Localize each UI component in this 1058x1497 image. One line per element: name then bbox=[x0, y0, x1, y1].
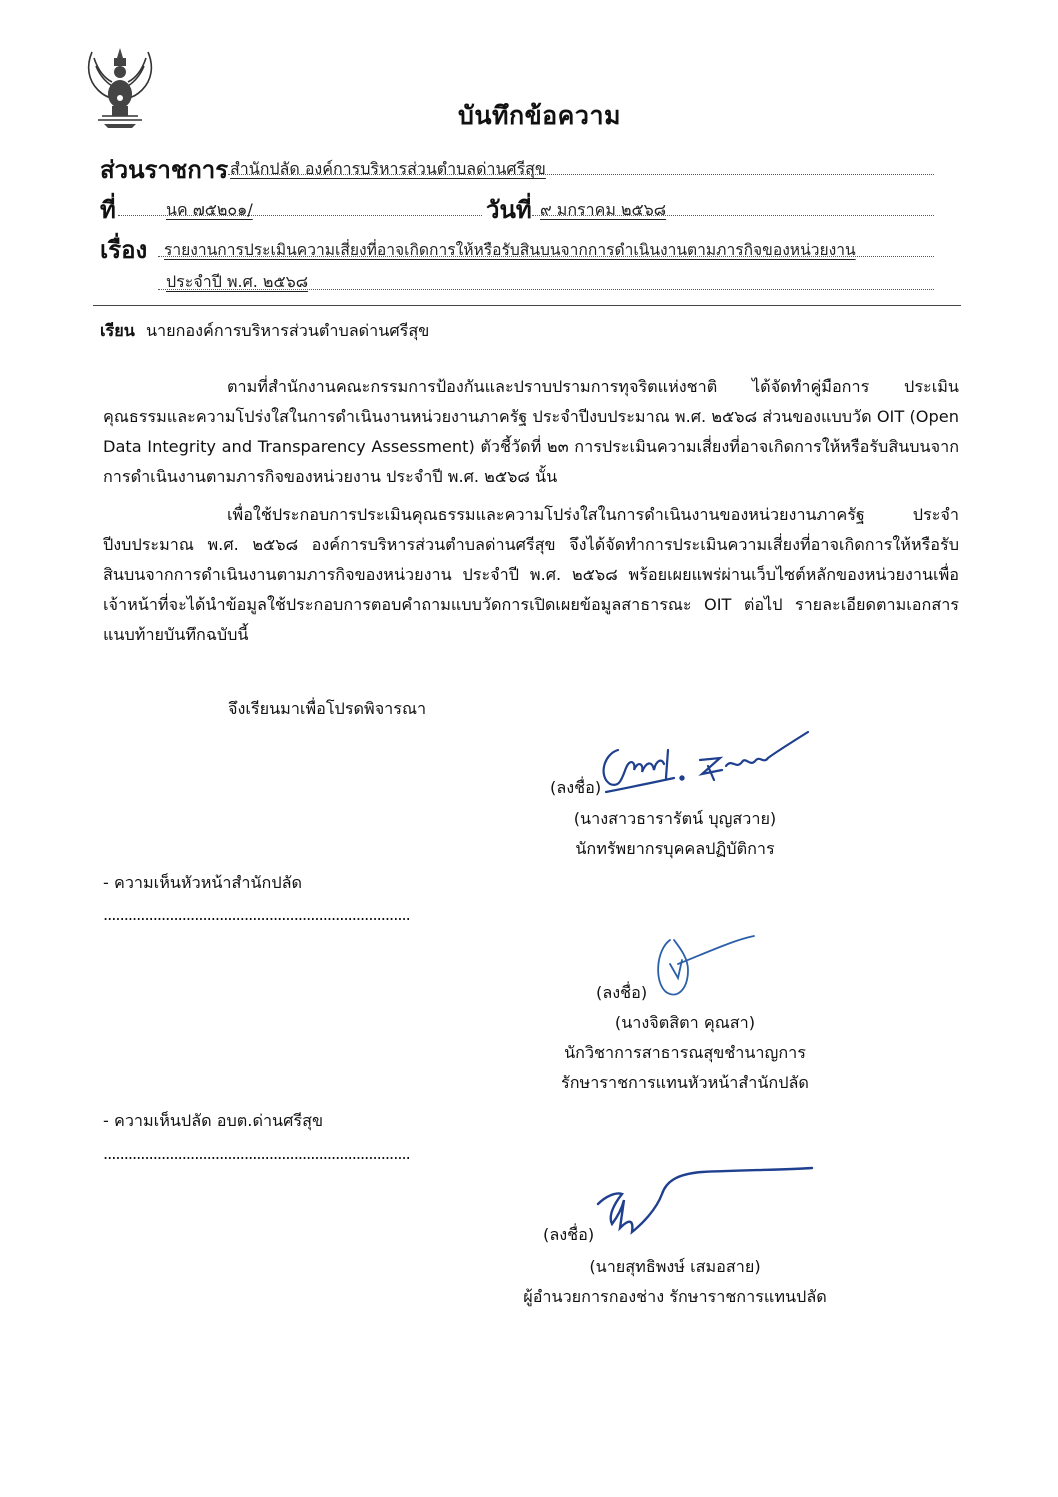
signer-1-name: (นางสาวธารารัตน์ บุญสวาย) bbox=[573, 809, 777, 828]
opinion-blank-head-office: .......................................................................... bbox=[103, 905, 410, 924]
signer-3-position: ผู้อำนวยการกองช่าง รักษาราชการแทนปลัด bbox=[523, 1287, 827, 1306]
signer-2-name: (นางจิตสิตา คุณสา) bbox=[614, 1013, 756, 1032]
to-value: นายกองค์การบริหารส่วนตำบลด่านศรีสุข bbox=[145, 321, 430, 340]
opinion-label-head-office: - ความเห็นหัวหน้าสำนักปลัด bbox=[103, 873, 303, 892]
signer-1-position: นักทรัพยากรบุคคลปฏิบัติการ bbox=[575, 839, 775, 858]
date-label: วันที่ bbox=[486, 196, 532, 224]
signature-3-icon bbox=[592, 1164, 822, 1248]
department-value: สำนักปลัด องค์การบริหารส่วนตำบลด่านศรีสุข bbox=[230, 159, 546, 178]
signer-3-name: (นายสุทธิพงษ์ เสมอสาย) bbox=[589, 1257, 761, 1276]
signer-2-position: นักวิชาการสาธารณสุขชำนาญการ bbox=[564, 1043, 806, 1062]
body-paragraph-1: ตามที่สำนักงานคณะกรรมการป้องกันและปราบปรามการทุจริตแห่งชาติ ได้จัดทำคู่มือการ ประเมินคุณธรรมและความโปร่งใสในการดำเนินงานหน่วยงานภาครัฐ ประจำปีงบประมาณ พ.ศ. ๒๕๖๘ ส่วนของแบบวัด OIT (Open Data Integrity and Transparency Assessment) ตัวชี้วัดที่ ๒๓ การประเมินความเสี่ยงที่อาจเกิดการให้หรือรับสินบนจากการดำเนินงานตามภารกิจของหน่วยงาน ประจำปี พ.ศ. ๒๕๖๘ นั้น bbox=[103, 377, 959, 486]
subject-line-2: ประจำปี พ.ศ. ๒๕๖๘ bbox=[166, 272, 309, 291]
sign-label-3: (ลงชื่อ) bbox=[543, 1225, 595, 1244]
closing-text: จึงเรียนมาเพื่อโปรดพิจารณา bbox=[228, 699, 427, 718]
header-divider bbox=[93, 305, 961, 306]
garuda-emblem-icon bbox=[84, 46, 156, 128]
memo-title: บันทึกข้อความ bbox=[458, 101, 621, 130]
ref-label: ที่ bbox=[100, 196, 116, 224]
signature-1-icon bbox=[596, 720, 816, 804]
sign-label-1: (ลงชื่อ) bbox=[550, 778, 602, 797]
opinion-blank-chief-admin: .......................................................................... bbox=[103, 1144, 410, 1163]
department-label: ส่วนราชการ bbox=[100, 156, 229, 184]
sign-label-2: (ลงชื่อ) bbox=[596, 983, 648, 1002]
body-paragraph-2: เพื่อใช้ประกอบการประเมินคุณธรรมและความโปร่งใสในการดำเนินงานของหน่วยงานภาครัฐ ประจำปีงบประมาณ พ.ศ. ๒๕๖๘ องค์การบริหารส่วนตำบลด่านศรีสุข จึงได้จัดทำการประเมินความเสี่ยงที่อาจเกิดการให้หรือรับสินบนจากการดำเนินงานตามภารกิจของหน่วยงาน ประจำปี พ.ศ. ๒๕๖๘ พร้อยเผยแพร่ผ่านเว็บไซต์หลักของหน่วยงานเพื่อเจ้าหน้าที่จะได้นำข้อมูลใช้ประกอบการตอบคำถามแบบวัดการเปิดเผยข้อมูลสาธารณะ OIT ต่อไป รายละเอียดตามเอกสารแนบท้ายบันทึกฉบับนี้ bbox=[103, 505, 959, 644]
opinion-label-chief-admin: - ความเห็นปลัด อบต.ด่านศรีสุข bbox=[103, 1111, 324, 1130]
to-label: เรียน bbox=[100, 321, 135, 340]
ref-value: นค ๗๕๒๐๑/ bbox=[166, 200, 253, 219]
subject-line-1: รายงานการประเมินความเสี่ยงที่อาจเกิดการให้หรือรับสินบนจากการดำเนินงานตามภารกิจของหน่วยงาน bbox=[164, 241, 856, 259]
date-value: ๙ มกราคม ๒๕๖๘ bbox=[540, 200, 667, 219]
signature-2-icon bbox=[648, 930, 768, 1006]
signer-2-acting-position: รักษาราชการแทนหัวหน้าสำนักปลัด bbox=[561, 1073, 809, 1092]
subject-label: เรื่อง bbox=[100, 236, 148, 264]
